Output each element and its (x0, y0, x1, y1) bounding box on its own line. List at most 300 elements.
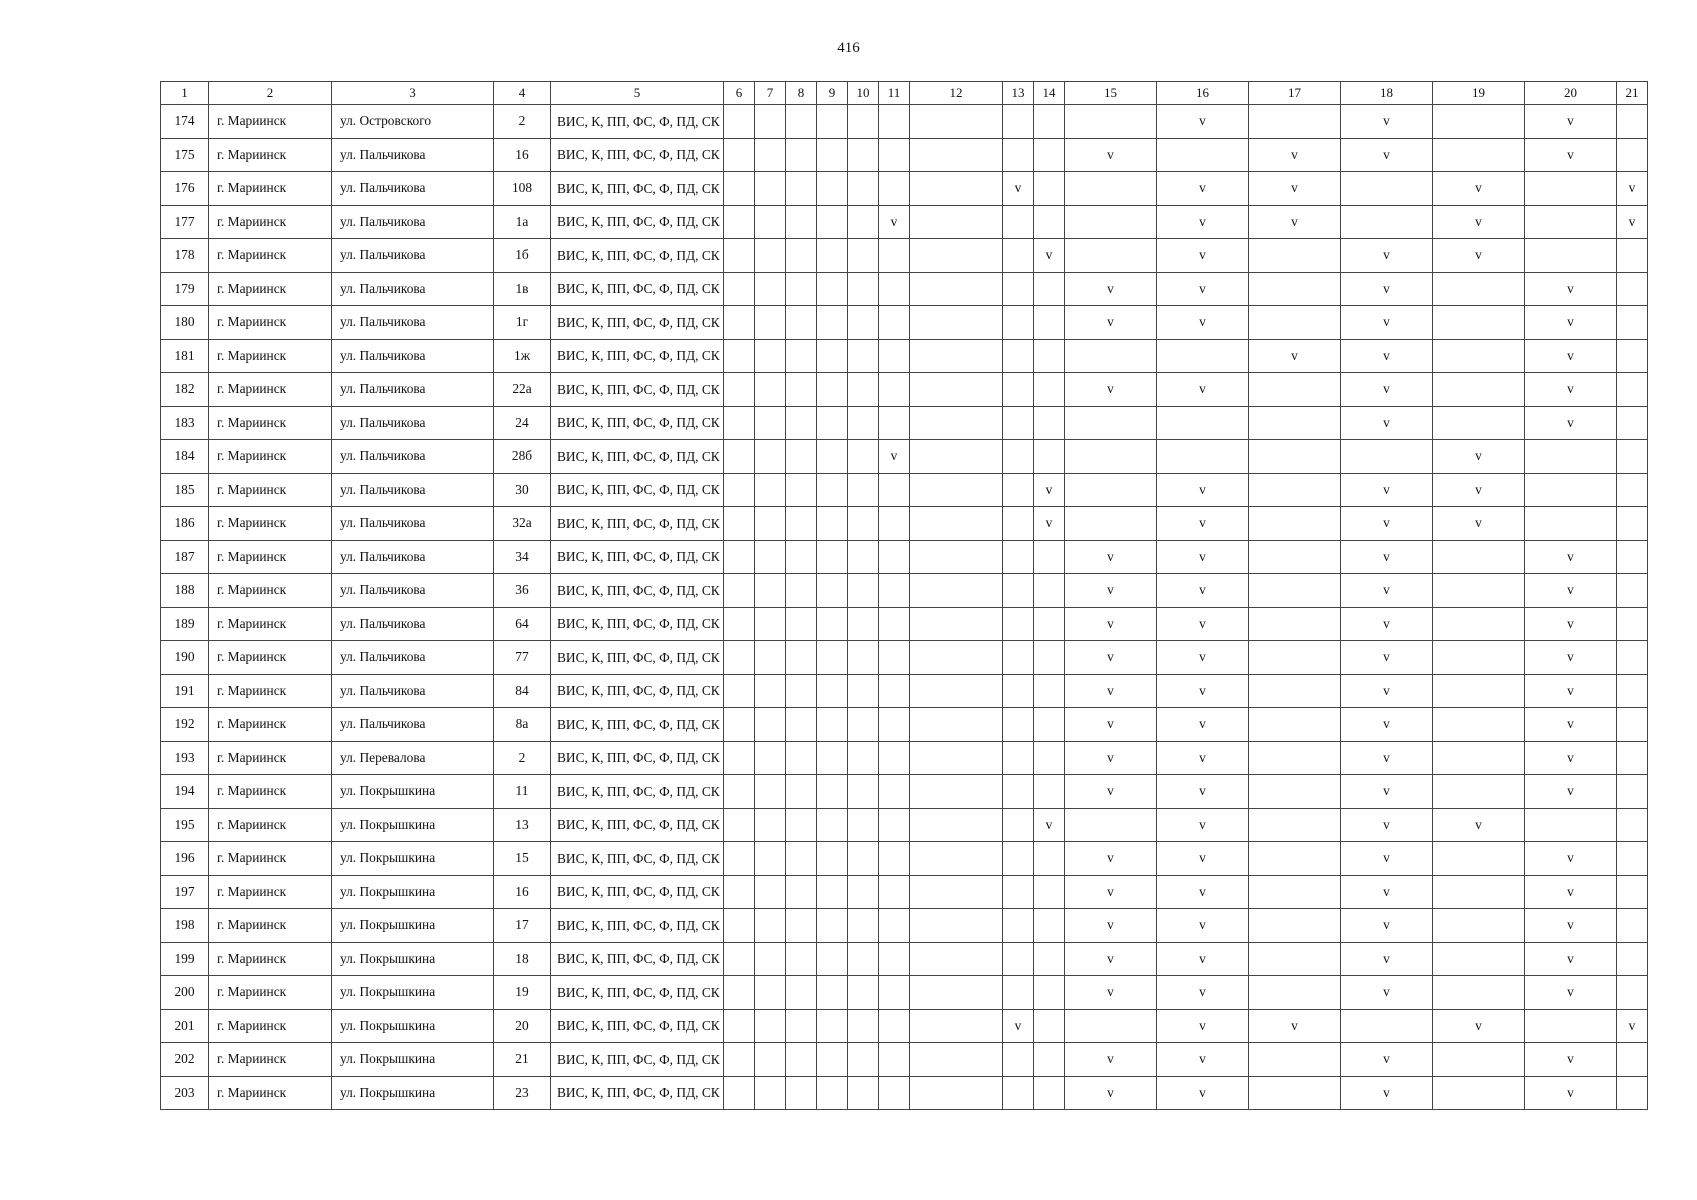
street-cell: ул. Островского (332, 105, 494, 139)
mark-cell (1003, 105, 1034, 139)
table-row (161, 942, 1648, 976)
mark-cell (1249, 875, 1341, 909)
table-row (161, 607, 1648, 641)
mark-cell (1525, 1009, 1617, 1043)
column-header: 20 (1525, 82, 1617, 105)
column-header: 19 (1433, 82, 1525, 105)
mark-cell (879, 339, 910, 373)
row-number-cell: 182 (161, 373, 209, 407)
table-row (161, 306, 1648, 340)
mark-cell (1433, 708, 1525, 742)
table-row (161, 540, 1648, 574)
mark-cell (879, 272, 910, 306)
mark-cell: v (1433, 440, 1525, 474)
mark-cell (879, 1043, 910, 1077)
city-cell: г. Мариинск (209, 306, 332, 340)
street-cell: ул. Покрышкина (332, 808, 494, 842)
mark-cell: v (1341, 607, 1433, 641)
mark-cell (1003, 1076, 1034, 1110)
column-header: 16 (1157, 82, 1249, 105)
city-cell: г. Мариинск (209, 507, 332, 541)
mark-cell (910, 306, 1003, 340)
mark-cell (1617, 540, 1648, 574)
mark-cell: v (1065, 574, 1157, 608)
mark-cell (786, 306, 817, 340)
street-cell: ул. Пальчикова (332, 138, 494, 172)
mark-cell (817, 473, 848, 507)
mark-cell (1341, 440, 1433, 474)
mark-cell (1433, 641, 1525, 675)
mark-cell (1065, 473, 1157, 507)
mark-cell (1433, 339, 1525, 373)
mark-cell (755, 976, 786, 1010)
mark-cell (879, 708, 910, 742)
mark-cell (1034, 172, 1065, 206)
mark-cell (786, 507, 817, 541)
mark-cell (1003, 306, 1034, 340)
mark-cell: v (1341, 674, 1433, 708)
work-types-cell: ВИС, К, ПП, ФС, Ф, ПД, СК (551, 105, 724, 139)
work-types-cell: ВИС, К, ПП, ФС, Ф, ПД, СК (551, 540, 724, 574)
mark-cell: v (1065, 373, 1157, 407)
mark-cell (1003, 842, 1034, 876)
mark-cell (1034, 641, 1065, 675)
city-cell: г. Мариинск (209, 775, 332, 809)
mark-cell: v (1525, 105, 1617, 139)
row-number-cell: 181 (161, 339, 209, 373)
mark-cell: v (1525, 406, 1617, 440)
mark-cell (755, 1076, 786, 1110)
mark-cell (1003, 976, 1034, 1010)
mark-cell (724, 574, 755, 608)
mark-cell: v (1249, 172, 1341, 206)
row-number-cell: 185 (161, 473, 209, 507)
row-number-cell: 202 (161, 1043, 209, 1077)
city-cell: г. Мариинск (209, 674, 332, 708)
mark-cell (817, 339, 848, 373)
mark-cell (1617, 775, 1648, 809)
mark-cell: v (1341, 775, 1433, 809)
mark-cell: v (1157, 641, 1249, 675)
mark-cell (1249, 1076, 1341, 1110)
mark-cell (910, 607, 1003, 641)
mark-cell: v (1249, 1009, 1341, 1043)
mark-cell (1617, 306, 1648, 340)
city-cell: г. Мариинск (209, 406, 332, 440)
row-number-cell: 186 (161, 507, 209, 541)
mark-cell (910, 741, 1003, 775)
mark-cell (879, 942, 910, 976)
mark-cell (910, 507, 1003, 541)
mark-cell (1249, 909, 1341, 943)
street-cell: ул. Покрышкина (332, 1076, 494, 1110)
street-cell: ул. Покрышкина (332, 976, 494, 1010)
work-types-cell: ВИС, К, ПП, ФС, Ф, ПД, СК (551, 473, 724, 507)
city-cell: г. Мариинск (209, 909, 332, 943)
mark-cell: v (1433, 239, 1525, 273)
mark-cell: v (1617, 172, 1648, 206)
mark-cell (1034, 540, 1065, 574)
mark-cell (817, 239, 848, 273)
mark-cell (817, 1009, 848, 1043)
mark-cell: v (1157, 1076, 1249, 1110)
mark-cell: v (1341, 574, 1433, 608)
mark-cell (724, 306, 755, 340)
mark-cell (786, 1076, 817, 1110)
work-types-cell: ВИС, К, ПП, ФС, Ф, ПД, СК (551, 607, 724, 641)
city-cell: г. Мариинск (209, 641, 332, 675)
mark-cell (1034, 875, 1065, 909)
mark-cell: v (1341, 105, 1433, 139)
mark-cell (848, 440, 879, 474)
row-number-cell: 199 (161, 942, 209, 976)
mark-cell (724, 138, 755, 172)
mark-cell: v (1003, 172, 1034, 206)
mark-cell: v (1341, 942, 1433, 976)
mark-cell (1433, 942, 1525, 976)
mark-cell: v (1065, 741, 1157, 775)
table-row (161, 674, 1648, 708)
mark-cell (724, 507, 755, 541)
mark-cell (755, 875, 786, 909)
row-number-cell: 176 (161, 172, 209, 206)
row-number-cell: 187 (161, 540, 209, 574)
mark-cell (1341, 205, 1433, 239)
mark-cell (848, 1009, 879, 1043)
mark-cell: v (1157, 239, 1249, 273)
street-cell: ул. Пальчикова (332, 641, 494, 675)
mark-cell (1249, 842, 1341, 876)
mark-cell (1249, 105, 1341, 139)
mark-cell (1003, 507, 1034, 541)
mark-cell: v (1065, 942, 1157, 976)
table-row (161, 105, 1648, 139)
table-row (161, 641, 1648, 675)
street-cell: ул. Покрышкина (332, 1043, 494, 1077)
row-number-cell: 196 (161, 842, 209, 876)
mark-cell (879, 105, 910, 139)
mark-cell (817, 574, 848, 608)
mark-cell: v (1617, 205, 1648, 239)
mark-cell: v (1157, 205, 1249, 239)
house-number-cell: 1ж (494, 339, 551, 373)
mark-cell: v (1433, 172, 1525, 206)
mark-cell (1003, 406, 1034, 440)
house-number-cell: 108 (494, 172, 551, 206)
row-number-cell: 177 (161, 205, 209, 239)
mark-cell: v (1341, 406, 1433, 440)
table-row (161, 272, 1648, 306)
column-header: 4 (494, 82, 551, 105)
mark-cell (786, 574, 817, 608)
mark-cell: v (1525, 942, 1617, 976)
mark-cell (910, 674, 1003, 708)
row-number-cell: 192 (161, 708, 209, 742)
mark-cell (724, 105, 755, 139)
mark-cell (1617, 507, 1648, 541)
mark-cell (910, 1009, 1003, 1043)
city-cell: г. Мариинск (209, 1043, 332, 1077)
mark-cell (755, 306, 786, 340)
house-number-cell: 1а (494, 205, 551, 239)
table-row (161, 574, 1648, 608)
street-cell: ул. Покрышкина (332, 909, 494, 943)
mark-cell (910, 272, 1003, 306)
work-types-cell: ВИС, К, ПП, ФС, Ф, ПД, СК (551, 674, 724, 708)
house-number-cell: 15 (494, 842, 551, 876)
mark-cell (848, 138, 879, 172)
mark-cell (786, 272, 817, 306)
mark-cell (1157, 406, 1249, 440)
mark-cell (1249, 942, 1341, 976)
mark-cell (1034, 909, 1065, 943)
mark-cell (1433, 138, 1525, 172)
house-number-cell: 30 (494, 473, 551, 507)
mark-cell: v (1249, 205, 1341, 239)
mark-cell: v (1341, 1076, 1433, 1110)
mark-cell (755, 909, 786, 943)
mark-cell (879, 1009, 910, 1043)
mark-cell: v (1525, 1043, 1617, 1077)
mark-cell (724, 440, 755, 474)
mark-cell (1003, 875, 1034, 909)
row-number-cell: 175 (161, 138, 209, 172)
street-cell: ул. Пальчикова (332, 339, 494, 373)
mark-cell: v (1525, 272, 1617, 306)
street-cell: ул. Пальчикова (332, 373, 494, 407)
mark-cell (910, 540, 1003, 574)
mark-cell (817, 138, 848, 172)
house-number-cell: 24 (494, 406, 551, 440)
mark-cell: v (1525, 1076, 1617, 1110)
column-header: 10 (848, 82, 879, 105)
mark-cell: v (1525, 708, 1617, 742)
house-number-cell: 16 (494, 138, 551, 172)
mark-cell: v (1525, 306, 1617, 340)
mark-cell (786, 641, 817, 675)
mark-cell (1525, 440, 1617, 474)
mark-cell: v (1341, 976, 1433, 1010)
mark-cell (1433, 741, 1525, 775)
mark-cell: v (1525, 775, 1617, 809)
work-types-cell: ВИС, К, ПП, ФС, Ф, ПД, СК (551, 641, 724, 675)
column-header: 7 (755, 82, 786, 105)
mark-cell (817, 976, 848, 1010)
mark-cell (848, 406, 879, 440)
mark-cell (817, 808, 848, 842)
mark-cell (724, 708, 755, 742)
mark-cell (1617, 1076, 1648, 1110)
mark-cell (1034, 708, 1065, 742)
mark-cell: v (1341, 272, 1433, 306)
mark-cell (724, 339, 755, 373)
mark-cell (755, 406, 786, 440)
mark-cell (724, 808, 755, 842)
mark-cell (1341, 172, 1433, 206)
street-cell: ул. Пальчикова (332, 272, 494, 306)
table-row (161, 976, 1648, 1010)
mark-cell (879, 741, 910, 775)
mark-cell (755, 808, 786, 842)
mark-cell: v (1157, 574, 1249, 608)
work-types-cell: ВИС, К, ПП, ФС, Ф, ПД, СК (551, 205, 724, 239)
city-cell: г. Мариинск (209, 875, 332, 909)
work-types-cell: ВИС, К, ПП, ФС, Ф, ПД, СК (551, 1009, 724, 1043)
mark-cell (1034, 105, 1065, 139)
street-cell: ул. Покрышкина (332, 842, 494, 876)
mark-cell (755, 641, 786, 675)
mark-cell (786, 708, 817, 742)
mark-cell: v (1034, 473, 1065, 507)
mark-cell (848, 473, 879, 507)
column-header: 6 (724, 82, 755, 105)
mark-cell (910, 1043, 1003, 1077)
mark-cell (910, 909, 1003, 943)
mark-cell (724, 540, 755, 574)
work-types-cell: ВИС, К, ПП, ФС, Ф, ПД, СК (551, 909, 724, 943)
table-row (161, 1043, 1648, 1077)
work-types-cell: ВИС, К, ПП, ФС, Ф, ПД, СК (551, 741, 724, 775)
mark-cell: v (1157, 272, 1249, 306)
mark-cell (1433, 909, 1525, 943)
mark-cell (786, 674, 817, 708)
mark-cell (848, 172, 879, 206)
work-types-cell: ВИС, К, ПП, ФС, Ф, ПД, СК (551, 1076, 724, 1110)
mark-cell (1617, 909, 1648, 943)
mark-cell (1249, 239, 1341, 273)
mark-cell (1003, 909, 1034, 943)
mark-cell: v (1157, 708, 1249, 742)
city-cell: г. Мариинск (209, 607, 332, 641)
table-row (161, 842, 1648, 876)
mark-cell (1034, 205, 1065, 239)
house-number-cell: 28б (494, 440, 551, 474)
mark-cell (848, 373, 879, 407)
mark-cell (1617, 406, 1648, 440)
mark-cell (1525, 205, 1617, 239)
row-number-cell: 184 (161, 440, 209, 474)
mark-cell: v (879, 205, 910, 239)
mark-cell (910, 641, 1003, 675)
mark-cell: v (1341, 875, 1433, 909)
mark-cell: v (1034, 808, 1065, 842)
mark-cell (1003, 138, 1034, 172)
mark-cell (1034, 976, 1065, 1010)
mark-cell (1003, 641, 1034, 675)
mark-cell: v (1065, 641, 1157, 675)
house-number-cell: 19 (494, 976, 551, 1010)
mark-cell: v (1157, 373, 1249, 407)
table-row (161, 875, 1648, 909)
table-row (161, 138, 1648, 172)
house-number-cell: 13 (494, 808, 551, 842)
mark-cell (879, 507, 910, 541)
mark-cell (755, 172, 786, 206)
mark-cell (1065, 205, 1157, 239)
city-cell: г. Мариинск (209, 808, 332, 842)
mark-cell: v (1249, 339, 1341, 373)
mark-cell (817, 842, 848, 876)
row-number-cell: 193 (161, 741, 209, 775)
mark-cell (910, 373, 1003, 407)
mark-cell (1003, 674, 1034, 708)
mark-cell (724, 373, 755, 407)
mark-cell (755, 674, 786, 708)
mark-cell (1003, 808, 1034, 842)
mark-cell (817, 1043, 848, 1077)
house-number-cell: 1б (494, 239, 551, 273)
mark-cell (910, 942, 1003, 976)
mark-cell (817, 741, 848, 775)
mark-cell (879, 674, 910, 708)
work-types-cell: ВИС, К, ПП, ФС, Ф, ПД, СК (551, 406, 724, 440)
mark-cell (1617, 942, 1648, 976)
mark-cell (910, 205, 1003, 239)
row-number-cell: 190 (161, 641, 209, 675)
house-number-cell: 23 (494, 1076, 551, 1110)
mark-cell (786, 909, 817, 943)
mark-cell (910, 842, 1003, 876)
mark-cell (1034, 1009, 1065, 1043)
mark-cell: v (1065, 138, 1157, 172)
mark-cell (817, 909, 848, 943)
mark-cell (1433, 406, 1525, 440)
work-types-cell: ВИС, К, ПП, ФС, Ф, ПД, СК (551, 239, 724, 273)
mark-cell (786, 1043, 817, 1077)
row-number-cell: 178 (161, 239, 209, 273)
mark-cell: v (1433, 205, 1525, 239)
mark-cell (724, 1043, 755, 1077)
mark-cell (755, 272, 786, 306)
mark-cell: v (1157, 674, 1249, 708)
mark-cell (1065, 507, 1157, 541)
mark-cell (848, 1076, 879, 1110)
work-types-cell: ВИС, К, ПП, ФС, Ф, ПД, СК (551, 942, 724, 976)
house-number-cell: 1г (494, 306, 551, 340)
mark-cell: v (1065, 976, 1157, 1010)
column-header: 9 (817, 82, 848, 105)
work-types-cell: ВИС, К, ПП, ФС, Ф, ПД, СК (551, 373, 724, 407)
mark-cell (848, 674, 879, 708)
table-row (161, 339, 1648, 373)
street-cell: ул. Пальчикова (332, 406, 494, 440)
work-types-cell: ВИС, К, ПП, ФС, Ф, ПД, СК (551, 842, 724, 876)
mark-cell (1065, 172, 1157, 206)
mark-cell (817, 708, 848, 742)
mark-cell (1433, 674, 1525, 708)
mark-cell (879, 406, 910, 440)
mark-cell (848, 105, 879, 139)
mark-cell (1433, 1076, 1525, 1110)
mark-cell: v (1034, 507, 1065, 541)
mark-cell (879, 540, 910, 574)
house-number-cell: 20 (494, 1009, 551, 1043)
table-row (161, 239, 1648, 273)
mark-cell (1034, 339, 1065, 373)
mark-cell: v (1249, 138, 1341, 172)
mark-cell (1617, 875, 1648, 909)
mark-cell (1034, 775, 1065, 809)
city-cell: г. Мариинск (209, 708, 332, 742)
mark-cell (1157, 138, 1249, 172)
mark-cell: v (1003, 1009, 1034, 1043)
mark-cell: v (1065, 272, 1157, 306)
mark-cell (848, 272, 879, 306)
mark-cell (755, 138, 786, 172)
city-cell: г. Мариинск (209, 339, 332, 373)
mark-cell (755, 942, 786, 976)
mark-cell: v (1065, 875, 1157, 909)
